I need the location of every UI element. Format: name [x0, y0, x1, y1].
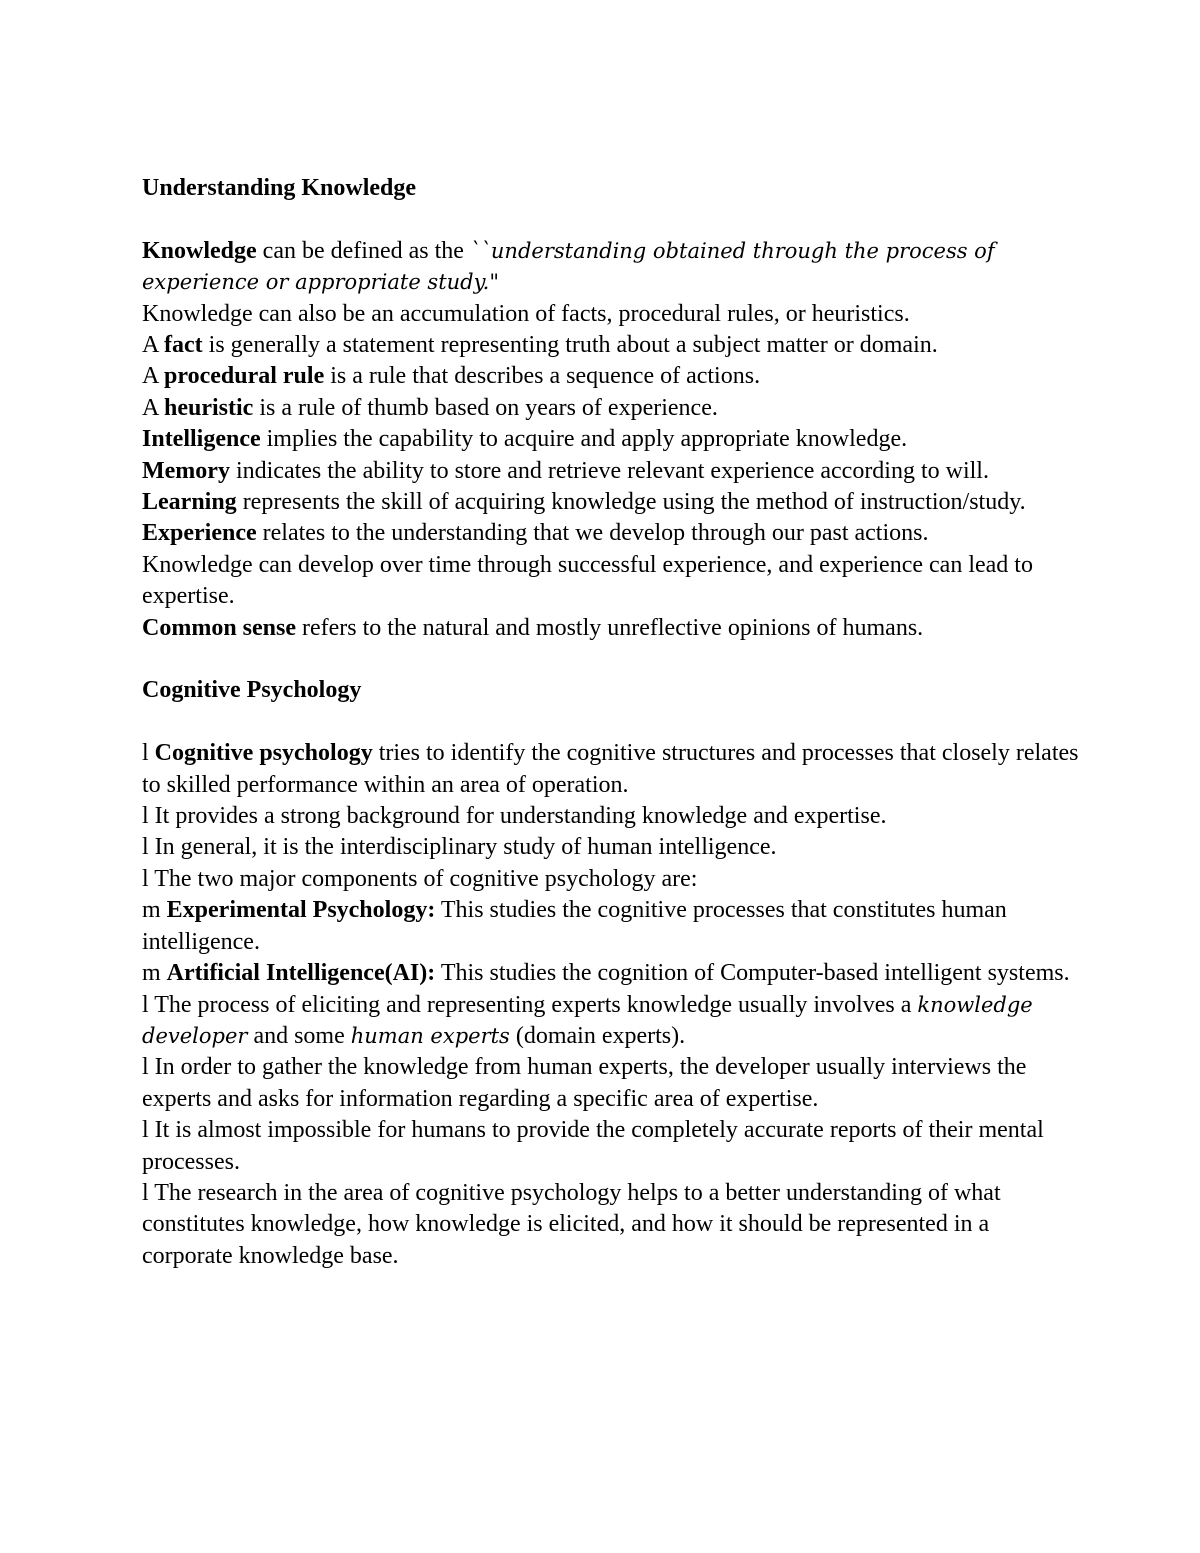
text: This studies the cognition of Computer-based intelligent systems. [435, 960, 1070, 987]
spacer [142, 204, 1082, 235]
text: Knowledge can develop over time through successful experience, and experience can lead to expertise. [142, 551, 1033, 610]
term: procedural rule [164, 363, 325, 390]
term: Memory [142, 457, 230, 484]
term: heuristic [164, 394, 254, 421]
bullet-item: l It provides a strong background for understanding knowledge and expertise. [142, 803, 887, 830]
bullet-item: l It is almost impossible for humans to provide the completely accurate reports of their mental processes. [142, 1117, 1044, 1175]
text: implies the capability to acquire and apply appropriate knowledge. [260, 426, 908, 453]
text: relates to the understanding that we develop through our past actions. [256, 520, 929, 547]
term: Experimental Psychology: [166, 897, 436, 924]
text: is a rule of thumb based on years of experience. [253, 394, 718, 421]
text: is generally a statement representing truth about a subject matter or domain. [202, 332, 938, 359]
text: l The process of eliciting and representing experts knowledge usually involves a [142, 991, 918, 1018]
text: A [142, 332, 165, 359]
italic-text: knowledge developer [142, 992, 1033, 1048]
italic-text: human experts [350, 1023, 510, 1048]
paragraph-line [142, 518, 1082, 549]
section-heading-understanding-knowledge: Understanding Knowledge [142, 175, 417, 201]
text: tries to identify the cognitive structures and processes that closely relates to skilled performance within an area of operation. [142, 740, 1079, 798]
text: This studies the cognitive processes that constitutes human intelligence. [142, 897, 1007, 955]
spacer [142, 644, 1082, 675]
paragraph-line [142, 361, 1082, 392]
section-heading-cognitive-psychology: Cognitive Psychology [142, 677, 362, 704]
bullet-marker: m [142, 960, 167, 987]
spacer [142, 707, 1082, 738]
term: Common sense [142, 614, 296, 641]
sub-bullet-item [142, 895, 1082, 958]
paragraph-line [142, 299, 1082, 330]
paragraph-line [142, 487, 1082, 518]
paragraph-line [142, 393, 1082, 424]
term: Knowledge [142, 237, 257, 264]
sub-bullet-item [142, 958, 1082, 989]
text: represents the skill of acquiring knowledge using the method of instruction/study. [236, 489, 1026, 516]
text: and some [247, 1022, 351, 1049]
text: can be defined as the [256, 237, 470, 264]
bullet-item: l The research in the area of cognitive psychology helps to a better understanding of what constitutes knowledge, how knowledge is elicited, and how it should be represented in a corporate knowledge base. [142, 1179, 1001, 1269]
text: is a rule that describes a sequence of actions. [324, 363, 761, 390]
bullet-item: l In order to gather the knowledge from human experts, the developer usually interviews the experts and asks for information regarding a specific area of expertise. [142, 1054, 1027, 1112]
document-page [142, 173, 1082, 1272]
term: Learning [142, 489, 237, 516]
text: refers to the natural and mostly unreflective opinions of humans. [296, 614, 924, 641]
term: Cognitive psychology [154, 740, 373, 767]
term: fact [164, 332, 203, 359]
text: Knowledge can also be an accumulation of facts, procedural rules, or heuristics. [142, 300, 910, 327]
bullet-marker: m [142, 897, 167, 924]
paragraph-line [142, 456, 1082, 487]
text: indicates the ability to store and retrieve relevant experience according to will. [229, 457, 989, 484]
term: Intelligence [142, 426, 261, 453]
bullet-item [142, 738, 1082, 801]
paragraph-line [142, 330, 1082, 361]
bullet-item: l The two major components of cognitive psychology are: [142, 865, 698, 892]
bullet-item [142, 990, 1082, 1053]
paragraph-line [142, 613, 1082, 644]
text: (domain experts). [509, 1022, 686, 1049]
paragraph-line [142, 550, 1082, 613]
knowledge-definition [142, 236, 1082, 299]
text: A [142, 394, 165, 421]
quote: ``understanding obtained through the process of experience or appropriate study." [142, 238, 995, 295]
paragraph-line [142, 424, 1082, 455]
term: Experience [142, 520, 257, 547]
bullet-item: l In general, it is the interdisciplinary study of human intelligence. [142, 834, 777, 861]
term: Artificial Intelligence(AI): [166, 960, 436, 987]
text: A [142, 363, 165, 390]
bullet-marker: l [142, 740, 155, 767]
